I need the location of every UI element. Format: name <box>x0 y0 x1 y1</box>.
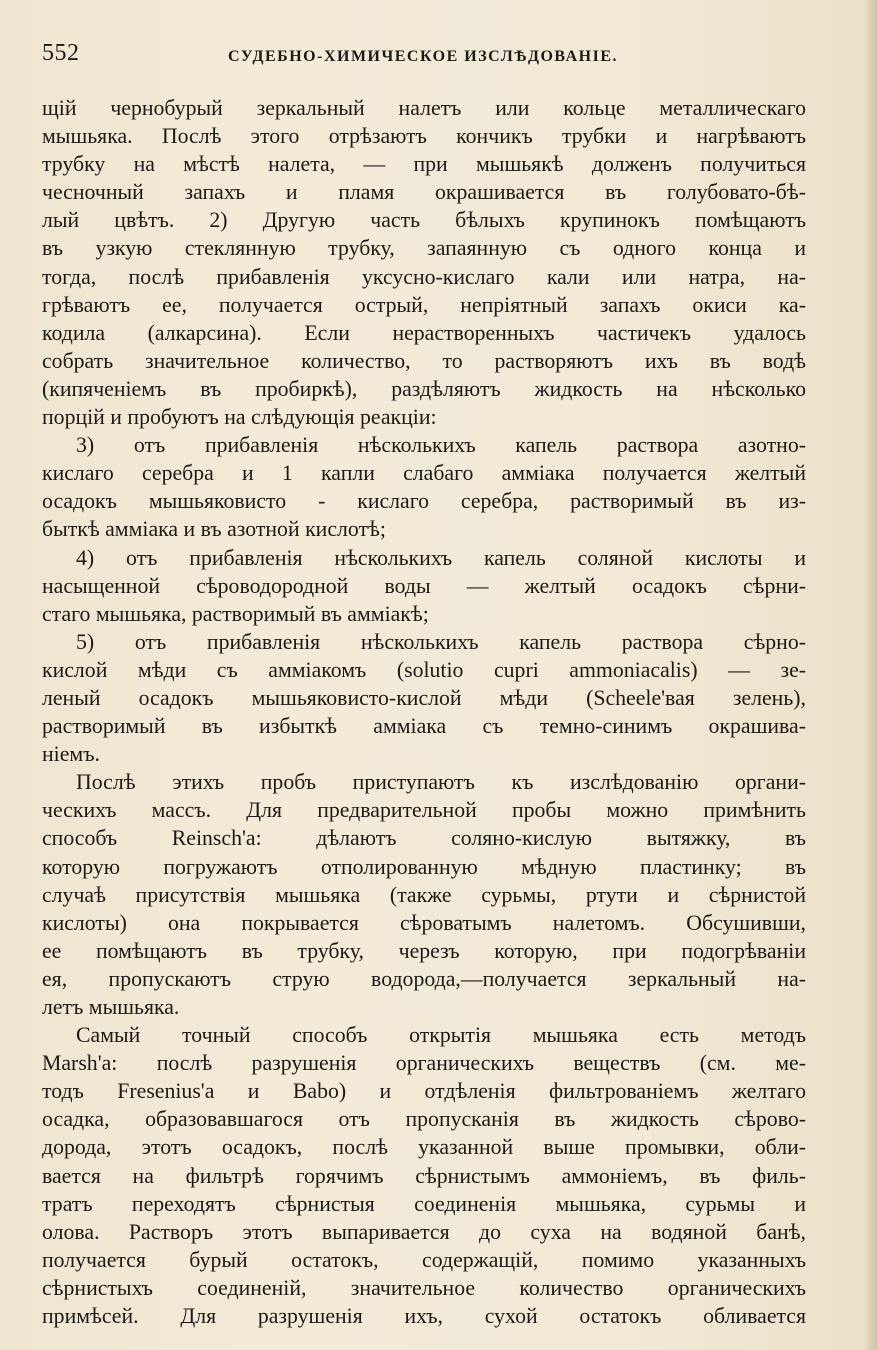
text-line: тратъ переходятъ сѣрнистыя соединенія мышьяка, сурьмы и <box>42 1191 806 1216</box>
text-line: ея, пропускаютъ струю водорода,—получается зеркальный на- <box>42 966 806 991</box>
text-line: 5) отъ прибавленія нѣсколькихъ капель раствора сѣрно- <box>76 629 806 654</box>
text-line: 3) отъ прибавленія нѣсколькихъ капель раствора азотно- <box>76 433 806 458</box>
text-line: леный осадокъ мышьяковисто-кислой мѣди (Scheele'вая зелень), <box>42 685 806 710</box>
text-line: осадка, образовавшагося отъ пропусканія въ жидкость сѣрово- <box>42 1107 806 1132</box>
text-line: насыщенной сѣроводородной воды — желтый осадокъ сѣрни- <box>42 573 806 598</box>
text-line: въ узкую стеклянную трубку, запаянную съ одного конца и <box>42 236 806 261</box>
text-line: ее помѣщаютъ въ трубку, черезъ которую, при подогрѣваніи <box>42 938 806 963</box>
text-line: ческихъ массъ. Для предварительной пробы можно примѣнить <box>42 798 806 823</box>
text-line: щій чернобурый зеркальный налетъ или кольце металлическаго <box>42 96 806 120</box>
text-line: летъ мышьяка. <box>42 995 180 1019</box>
text-line: чесночный запахъ и пламя окрашивается въ голубовато-бѣ- <box>42 180 806 205</box>
page-header <box>42 40 812 74</box>
text-line: которую погружаютъ отполированную мѣдную пластинку; въ <box>42 854 806 879</box>
text-line: кислой мѣди съ амміакомъ (solutio cupri ammoniacalis) — зе- <box>42 657 806 682</box>
text-line: способъ Reinsch'а: дѣлаютъ соляно-кислую вытяжку, въ <box>42 826 806 851</box>
text-line: осадокъ мышьяковисто - кислаго серебра, растворимый въ из- <box>42 489 806 514</box>
text-line: олова. Растворъ этотъ выпаривается до суха на водяной банѣ, <box>42 1219 806 1244</box>
text-line: порцій и пробуютъ на слѣдующія реакціи: <box>42 405 437 430</box>
text-line: (кипяченіемъ въ пробиркѣ), раздѣляютъ жидкость на нѣсколько <box>42 376 806 401</box>
text-line: Послѣ этихъ пробъ приступаютъ къ изслѣдованію органи- <box>76 770 806 795</box>
text-line: мышьяка. Послѣ этого отрѣзаютъ кончикъ трубки и нагрѣваютъ <box>42 124 806 149</box>
text-line: тодъ Fresenius'а и Babo) и отдѣленія фильтрованіемъ желтаго <box>42 1079 806 1104</box>
text-line: получается бурый остатокъ, содержащій, помимо указанныхъ <box>42 1247 806 1272</box>
text-line: растворимый въ избыткѣ амміака съ темно-синимъ окрашива- <box>42 714 806 739</box>
text-line: стаго мышьяка, растворимый въ амміакѣ; <box>42 601 429 626</box>
text-line: случаѣ присутствія мышьяка (также сурьмы, ртути и сѣрнистой <box>42 882 806 907</box>
text-line: собрать значительное количество, то растворяютъ ихъ въ водѣ <box>42 348 806 373</box>
text-line: быткѣ амміака и въ азотной кислотѣ; <box>42 517 386 542</box>
text-line: 4) отъ прибавленія нѣсколькихъ капель соляной кислоты и <box>76 545 806 570</box>
text-line: дорода, этотъ осадокъ, послѣ указанной выше промывки, обли- <box>42 1135 806 1160</box>
text-line: примѣсей. Для разрушенія ихъ, сухой остатокъ обливается <box>42 1304 806 1329</box>
text-line: кислоты) она покрывается сѣроватымъ налетомъ. Обсушивши, <box>42 910 806 935</box>
running-head: СУДЕБНО-ХИМИЧЕСКОЕ ИЗСЛѢДОВАНІЕ. <box>228 48 618 65</box>
body-text <box>42 94 806 1330</box>
text-line: кислаго серебра и 1 капли слабаго амміака получается желтый <box>42 461 806 486</box>
text-line: ніемъ. <box>42 742 100 767</box>
page-edge-shadow <box>863 0 877 1350</box>
text-line: грѣваютъ ее, получается острый, непріятный запахъ окиси ка- <box>42 292 806 317</box>
text-line: Marsh'а: послѣ разрушенія органическихъ веществъ (см. ме- <box>42 1051 806 1076</box>
page-number: 552 <box>42 40 80 66</box>
text-line: лый цвѣтъ. 2) Другую часть бѣлыхъ крупинокъ помѣщаютъ <box>42 208 806 233</box>
text-line: Самый точный способъ открытія мышьяка есть методъ <box>76 1023 806 1048</box>
text-line: трубку на мѣстѣ налета, — при мышьякѣ долженъ получиться <box>42 152 806 177</box>
text-line: кодила (алкарсина). Если нерастворенныхъ частичекъ удалось <box>42 320 806 345</box>
text-line: тогда, послѣ прибавленія уксусно-кислаго кали или натра, на- <box>42 264 806 289</box>
text-line: сѣрнистыхъ соединеній, значительное количество органическихъ <box>42 1275 806 1300</box>
text-line: вается на фильтрѣ горячимъ сѣрнистымъ аммоніемъ, въ филь- <box>42 1163 806 1188</box>
